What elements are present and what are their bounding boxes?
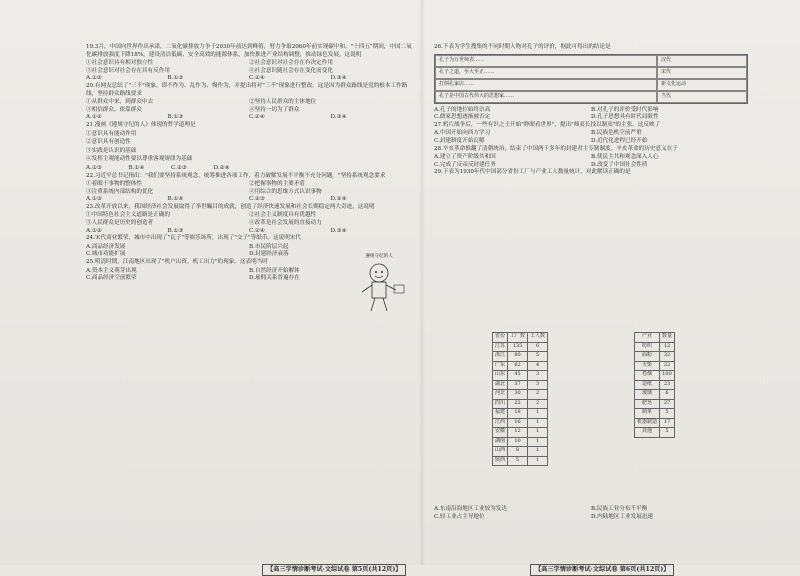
table-header-row [493, 333, 548, 343]
table-cell: 3 [528, 380, 548, 390]
q29-options-block [434, 506, 748, 521]
q22-statements [86, 181, 412, 196]
q26-quote: 孔子之道，至大至正…… [435, 67, 657, 79]
answer-option: D.孔子思想具有时代局限性 [591, 114, 659, 121]
table-cell: 四川 [493, 399, 508, 409]
table-cell: 5 [660, 409, 675, 419]
table-row [635, 418, 675, 428]
industry-table [634, 332, 675, 438]
q26-quote: 孔子为万世师表…… [435, 55, 657, 67]
table-cell: 江苏 [493, 342, 508, 352]
province-table-body [493, 342, 548, 466]
question-29: 29.下表为1930年代中国部分省份工厂与产业工人数量统计，对此解读正确的是 [434, 169, 631, 176]
table-header: 工厂数 [508, 333, 528, 343]
q23-statement: ④改革是社会发展的直接动力 [249, 220, 322, 227]
left-page [86, 44, 412, 573]
table-cell: 5 [528, 352, 548, 362]
table-cell: 27 [660, 399, 675, 409]
answer-option: A.东南沿海地区工业较为发达 [434, 506, 507, 512]
table-row [493, 361, 548, 371]
answer-option: A.资本主义萌芽出现 [86, 267, 137, 274]
table-cell: 100 [660, 371, 675, 381]
answer-option: B.使民主共和观念深入人心 [591, 154, 659, 161]
question-28: 28.辛亥革命推翻了清朝统治，结束了中国两千多年的封建君主专制制度。辛亥革命的历史意义在于 [434, 145, 678, 152]
answer-option: A.建立了资产阶级共和国 [434, 154, 496, 161]
answer-option: B.①④ [167, 196, 184, 203]
answer-option: C.②④ [249, 75, 265, 82]
answer-option: D.②④ [330, 196, 347, 203]
table-cell: 23 [660, 380, 675, 390]
table-cell: 火柴 [635, 361, 660, 371]
q22-answers [86, 196, 412, 204]
q21-statement: ①意识具有能动作用 [86, 130, 137, 137]
q20-statement: ④坚持一切为了群众 [249, 106, 300, 113]
table-row [493, 380, 548, 390]
left-page-footer: 【高三学情诊断考试·文综试卷 第5页(共12页)】 [262, 564, 406, 576]
table-cell: 湖南 [493, 437, 508, 447]
q27-options [434, 130, 748, 145]
province-table [492, 332, 548, 466]
q21-statement: ②意识具有创造性 [86, 139, 131, 146]
answer-option: C.②④ [249, 114, 265, 121]
table-row [635, 361, 675, 371]
q26-table [434, 54, 748, 104]
answer-option: C.②③ [171, 164, 187, 171]
table-cell: 机器制造 [635, 418, 660, 428]
table-row [635, 390, 675, 400]
answer-option: D.③④ [330, 227, 347, 234]
q19-statement: ①社会意识具有相对独立性 [86, 60, 154, 67]
table-cell: 45 [508, 371, 528, 381]
table-row [493, 342, 548, 352]
answer-option: B.①③ [167, 114, 184, 121]
q21-statement: ④发挥主观能动性要以尊重客观规律为基础 [86, 156, 193, 163]
answer-option: A.①③ [86, 196, 102, 203]
table-cell: 12 [508, 428, 528, 438]
table-row [493, 437, 548, 447]
table-row [493, 409, 548, 419]
answer-option: C.儒家思想逐渐被否定 [434, 114, 491, 121]
q19-statement: ④社会意识随社会存在变化而变化 [249, 67, 333, 74]
answer-option: A.①② [86, 114, 102, 121]
table-row [493, 456, 548, 466]
answer-option: D.③④ [330, 75, 347, 82]
q20-statement: ①从群众中来，到群众中去 [86, 99, 154, 106]
answer-option: C.②③ [249, 196, 265, 203]
answer-option: C.②④ [249, 227, 265, 234]
table-cell: 河北 [493, 390, 508, 400]
q21-answers [86, 165, 256, 173]
question-27: 27.鸦片战争后，一些有识之士开始"睁眼看世界"，提出"师夷长技以制夷"的主张。这反映了 [434, 121, 661, 128]
table-cell: 肥皂 [635, 399, 660, 409]
answer-option: B.①④ [128, 164, 145, 171]
cartoon-figure-icon [348, 259, 410, 313]
table-cell: 135 [508, 342, 528, 352]
table-cell: 福建 [493, 409, 508, 419]
table-cell: 玻璃 [635, 390, 660, 400]
table-cell: 1 [528, 447, 548, 457]
q29-options [434, 506, 748, 521]
table-cell: 1 [528, 428, 548, 438]
q22-statement: ①着眼于事物的整体性 [86, 181, 142, 188]
q20-statement: ②坚持人民群众的主体地位 [249, 99, 317, 106]
right-page [434, 44, 748, 573]
answer-option: D.③④ [330, 114, 347, 121]
table-row [493, 447, 548, 457]
answer-option: A.中国开始向西方学习 [434, 130, 491, 137]
answer-option: B.民族工业分布不平衡 [591, 506, 648, 512]
q23-statement: ①中国特色社会主义道路是正确的 [86, 212, 170, 219]
table-cell: 纺织 [635, 342, 660, 352]
question-21: 21.漫画《遵规守纪的人》体现的哲学道理是 [86, 121, 196, 128]
table-row [635, 342, 675, 352]
q19-answers [86, 75, 412, 83]
cartoon-illustration [348, 254, 410, 316]
q19-statement: ③社会意识对社会存在具有反作用 [86, 67, 170, 74]
q26-quote: 孔子是中国古代伟大的思想家…… [435, 91, 657, 103]
answer-option: A.孔子的地位始终崇高 [434, 106, 491, 113]
industry-table-body [635, 342, 675, 437]
table-row [635, 380, 675, 390]
table-cell: 4 [528, 361, 548, 371]
table-cell: 5 [508, 456, 528, 466]
question-22: 22.习近平总书记指出："我们要坚持系统观念，统筹推进各项工作，着力破解发展不平衡不充分问题。"坚持系统观念要求 [86, 172, 386, 179]
table-header: 数量 [660, 333, 675, 343]
table-row [493, 390, 548, 400]
q22-statement: ④用综合的思维方式认识事物 [249, 188, 322, 195]
q21-statement: ③实践是认识的基础 [86, 147, 137, 154]
table-cell: 1 [528, 409, 548, 419]
q20-statement: ③相信群众、依靠群众 [86, 106, 142, 113]
answer-option: B.①③ [167, 75, 184, 82]
table-cell: 6 [660, 390, 675, 400]
table-cell: 1 [528, 456, 548, 466]
table-cell: 陕西 [493, 456, 508, 466]
table-row [493, 399, 548, 409]
answer-option: B.民族危机空前严重 [591, 130, 642, 137]
q26-period: 宋代 [657, 67, 747, 79]
q21-block [86, 122, 256, 173]
table-row [493, 352, 548, 362]
answer-option: A.①② [86, 227, 102, 234]
table-cell: 6 [528, 342, 548, 352]
answer-option: D.改变了中国社会性质 [591, 161, 648, 168]
table-cell: 12 [660, 342, 675, 352]
answer-option: C.商品经济空前繁荣 [86, 275, 137, 282]
answer-option: D.封建经济衰落 [249, 251, 289, 258]
table-cell: 湖北 [493, 380, 508, 390]
table-cell: 3 [528, 371, 548, 381]
table-cell: 2 [528, 390, 548, 400]
table-cell: 8 [508, 447, 528, 457]
table-cell: 造纸 [635, 380, 660, 390]
table-cell: 22 [660, 361, 675, 371]
table-cell: 其他 [635, 428, 660, 438]
answer-option: D.内陆地区工业发展迅速 [591, 513, 654, 520]
q26-period: 新文化运动 [657, 79, 747, 91]
table-cell: 制革 [635, 409, 660, 419]
table-row [635, 409, 675, 419]
page-fold [419, 0, 425, 565]
question-25: 25.明清时期，江南地区出现了"机户出资，机工出力"的现象。这表明当时 [86, 259, 268, 266]
table-cell: 江西 [493, 418, 508, 428]
q23-statement: ②社会主义制度具有优越性 [249, 212, 317, 219]
table-row [635, 371, 675, 381]
table-header: 产业 [635, 333, 660, 343]
q28-options [434, 154, 748, 169]
answer-option: B.自然经济开始解体 [249, 267, 300, 274]
table-row [493, 418, 548, 428]
right-page-footer: 【高三学情诊断考试·文综试卷 第6页(共12页)】 [530, 564, 674, 576]
table-header: 省份 [493, 333, 508, 343]
table-cell: 16 [508, 418, 528, 428]
question-26: 26.下表为学生搜集的不同时期人物对孔子的评价，据此可得出的结论是 [434, 44, 611, 50]
table-row [635, 428, 675, 438]
table-cell: 17 [660, 418, 675, 428]
answer-option: B.①③ [167, 227, 184, 234]
table-cell: 10 [508, 437, 528, 447]
q26-period: 当代 [657, 91, 747, 103]
answer-option: A.①② [86, 75, 102, 82]
answer-option: C.完成了反帝反封建任务 [434, 161, 496, 168]
answer-option: A.①③ [86, 164, 102, 171]
answer-option: A.商品经济发展 [86, 243, 126, 250]
q20-answers [86, 114, 412, 122]
question-19: 19.3月，中国向世界作出承诺，二氧化碳排放力争于2030年前达到峰值，努力争取2060年前实现碳中和。"十四五"期间，中国二氧化碳排放强度下降18%，建设清洁低碳、安全高效的能源体系，加快推进产业结构调整，推动绿色发展。这说明 [86, 44, 412, 58]
q22-statement: ②把握事物的主要矛盾 [249, 181, 305, 188]
answer-option: D.近代化进程已经开始 [591, 137, 648, 144]
question-20: 20.有网友总结了"三不"现象，即不作为、乱作为、慢作为，并提出将对"三不"现象进行整改。这是因为群众路线是党的根本工作路线，坚持群众路线要求 [86, 82, 408, 97]
answer-option: C.轻工业占主导地位 [434, 513, 485, 520]
table-cell: 山西 [493, 447, 508, 457]
table-row [493, 371, 548, 381]
q22-statement: ③注重系统内部结构的优化 [86, 188, 154, 195]
table-cell: 广东 [493, 361, 508, 371]
table-row [493, 428, 548, 438]
table-cell: 1 [528, 437, 548, 447]
answer-option: B.市民阶层兴起 [249, 243, 289, 250]
table-cell: 山东 [493, 371, 508, 381]
table-cell: 22 [508, 399, 528, 409]
table-cell: 浙江 [493, 352, 508, 362]
table-cell: 32 [660, 352, 675, 362]
q20-statements [86, 99, 412, 114]
q19-statement: ②社会意识对社会存在有决定作用 [249, 60, 333, 67]
answer-option: B.对孔子的评价受时代影响 [591, 106, 659, 113]
table-header: 工人数 [528, 333, 548, 343]
q23-statement: ③人民群众是历史的创造者 [86, 220, 154, 227]
q19-statements [86, 60, 412, 75]
table-cell: 2 [528, 399, 548, 409]
q23-statements [86, 212, 412, 227]
table-row [635, 352, 675, 362]
table-cell: 1 [528, 418, 548, 428]
table-row [635, 399, 675, 409]
table-cell: 5 [660, 428, 675, 438]
table-header-row [635, 333, 675, 343]
question-24: 24.宋代商业繁荣，城市中出现了"瓦子"等娱乐场所，出现了"交子"等纸币。这说明宋代 [86, 235, 301, 242]
table-cell: 面粉 [635, 352, 660, 362]
answer-option: D.雇佣关系普遍存在 [249, 275, 300, 282]
table-cell: 80 [508, 352, 528, 362]
question-23: 23.改革开放以来，我国经济社会发展取得了举世瞩目的成就，创造了经济快速发展和社会长期稳定两大奇迹。这说明 [86, 203, 375, 210]
answer-option: C.封建制度开始瓦解 [434, 137, 485, 144]
q26-quote: 打倒孔家店…… [435, 79, 657, 91]
table-cell: 30 [508, 390, 528, 400]
answer-option: C.城市功能扩展 [86, 251, 126, 258]
table-cell: 37 [508, 380, 528, 390]
table-cell: 安徽 [493, 428, 508, 438]
answer-option: D.②④ [213, 164, 230, 171]
table-cell: 62 [508, 361, 528, 371]
q26-period: 汉代 [657, 55, 747, 67]
cartoon-caption: 遵规守纪的人 [365, 254, 393, 259]
q26-options [434, 107, 748, 122]
table-cell: 18 [508, 409, 528, 419]
table-cell: 卷烟 [635, 371, 660, 381]
